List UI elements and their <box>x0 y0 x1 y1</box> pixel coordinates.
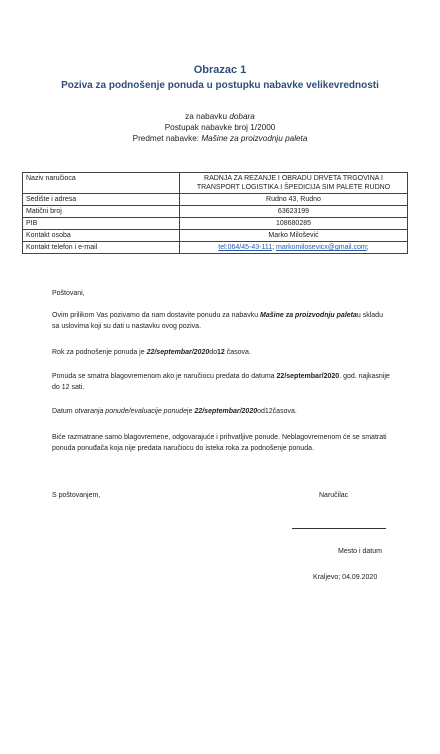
table-label: Kontakt osoba <box>23 230 180 242</box>
procurement-subject-label: Predmet nabavke: <box>132 134 200 143</box>
contact-separator: ; <box>272 244 277 251</box>
text-span: Datum <box>52 408 75 415</box>
table-value: 108680285 <box>180 218 408 230</box>
paragraph-timely <box>52 371 392 393</box>
timely-date: 22/septembar/2020 <box>276 373 340 380</box>
paragraph-invitation <box>52 310 392 332</box>
table-row <box>23 230 408 242</box>
text-span: je <box>187 408 195 415</box>
text-span: . god. najkasnije do 12 sati. <box>52 373 390 391</box>
table-row <box>23 173 408 194</box>
text-span: od12časova. <box>257 408 297 415</box>
text-span: u skladu sa uslovima koji su dati u nastavku ovog poziva. <box>52 312 383 330</box>
procurement-type-line <box>0 112 440 121</box>
table-value: Marko Milošević <box>180 230 408 242</box>
opening-date: 22/septembar/2020 <box>194 408 258 415</box>
text-span: Rok za podnošenje ponuda je <box>52 349 147 356</box>
deadline-hour: 12 <box>217 349 225 356</box>
procurement-subject-line <box>0 134 440 143</box>
phone-link[interactable]: tel:064/45-43-111 <box>218 244 273 251</box>
table-label: PIB <box>23 218 180 230</box>
signature-line <box>292 528 386 529</box>
opening-emphasis: otvaranja ponude/evaluacije ponude <box>74 408 188 415</box>
table-row <box>23 194 408 206</box>
table-value: Rudno 43, Rudno <box>180 194 408 206</box>
email-link[interactable]: markomilosevicx@gmail.com <box>276 244 367 251</box>
deadline-date: 22/septembar/2020 <box>146 349 210 356</box>
paragraph-consideration: Biće razmatrane samo blagovremene, odgovarajuće i prihvatljive ponude. Neblagovremenom će se smatrati ponuda ponuđača koja nije predata naručiocu do isteka roka za podnošenje ponuda. <box>52 434 387 452</box>
form-title: Poziva za podnošenje ponuda u postupku nabavke velikevrednosti <box>61 80 379 91</box>
text-span: časova. <box>224 349 251 356</box>
regards: S poštovanjem, <box>52 492 101 499</box>
paragraph-deadline <box>52 347 392 358</box>
table-label: Matični broj <box>23 206 180 218</box>
table-label: Naziv naručioca <box>23 173 180 194</box>
procurement-type-label: za nabavku <box>185 112 228 121</box>
text-span: Ovim prilikom Vas pozivamo da nam dostavite ponudu za nabavku <box>52 312 261 319</box>
subject-emphasis: Mašine za proizvodnju paleta <box>260 312 357 319</box>
paragraph-opening <box>52 406 392 417</box>
contact-end: ; <box>366 244 369 251</box>
client-label: Naručilac <box>319 492 349 499</box>
text-span: do <box>209 349 218 356</box>
table-row <box>23 218 408 230</box>
table-row <box>23 242 408 254</box>
table-row <box>23 206 408 218</box>
text-span: Ponuda se smatra blagovremenom ako je naručiocu predata do datuma <box>52 373 277 380</box>
client-info-table <box>22 172 408 254</box>
table-label: Sedište i adresa <box>23 194 180 206</box>
table-value: 63623199 <box>180 206 408 218</box>
table-value: RADNJA ZA REZANJE I OBRADU DRVETA TRGOVINA I TRANSPORT LOGISTIKA I ŠPEDICIJA SIM PALETE RUDNO <box>180 173 408 194</box>
procedure-number: Postupak nabavke broj 1/2000 <box>164 123 276 132</box>
table-label: Kontakt telefon i e-mail <box>23 242 180 254</box>
place-date: Kraljevo; 04.09.2020 <box>313 574 378 581</box>
contact-value <box>180 242 408 254</box>
greeting: Poštovani, <box>52 290 85 297</box>
place-date-label: Mesto i datum <box>338 548 382 555</box>
procurement-subject-value: Mašine za proizvodnju paleta <box>201 134 308 143</box>
form-number: Obrazac 1 <box>193 64 247 76</box>
procurement-type-value: dobara <box>229 112 255 121</box>
